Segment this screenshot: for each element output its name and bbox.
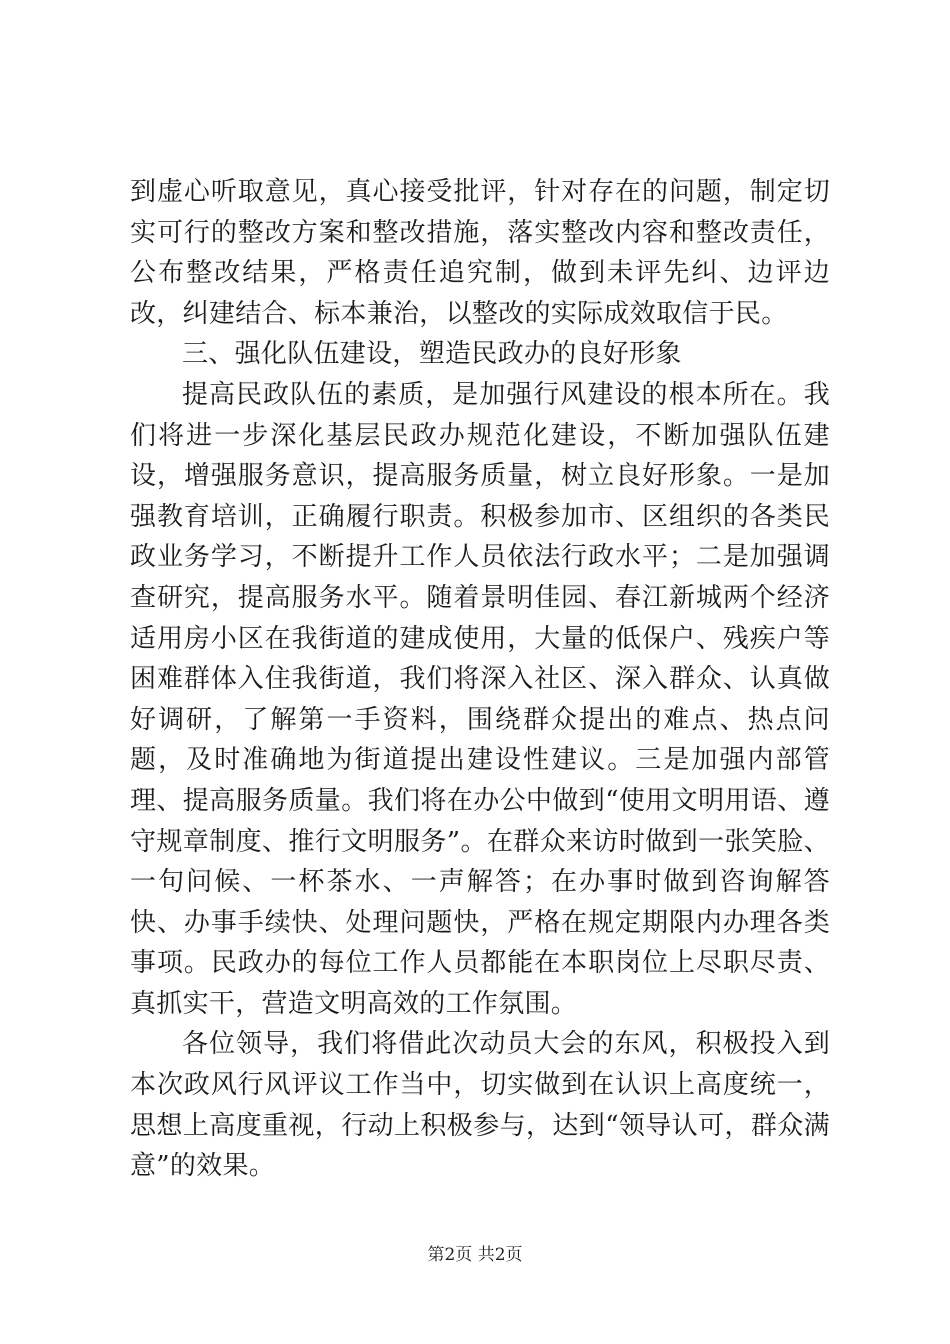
document-body <box>130 172 830 1187</box>
paragraph-team-building: 提高民政队伍的素质，是加强行风建设的根本所在。我们将进一步深化基层民政办规范化建设，不断加强队伍建设，增强服务意识，提高服务质量，树立良好形象。一是加强教育培训，正确履行职责。积极参加市、区组织的各类民政业务学习，不断提升工作人员依法行政水平；二是加强调查研究，提高服务水平。随着景明佳园、春江新城两个经济适用房小区在我街道的建成使用，大量的低保户、残疾户等困难群体入住我街道，我们将深入社区、深入群众、认真做好调研，了解第一手资料，围绕群众提出的难点、热点问题，及时准确地为街道提出建设性建议。三是加强内部管理、提高服务质量。我们将在办公中做到“使用文明用语、遵守规章制度、推行文明服务”。在群众来访时做到一张笑脸、一句问候、一杯茶水、一声解答；在办事时做到咨询解答快、办事手续快、处理问题快，严格在规定期限内办理各类事项。民政办的每位工作人员都能在本职岗位上尽职尽责、真抓实干，营造文明高效的工作氛围。 <box>130 379 830 1019</box>
section-heading: 三、强化队伍建设，塑造民政办的良好形象 <box>182 339 682 370</box>
paragraph-closing: 各位领导，我们将借此次动员大会的东风，积极投入到本次政风行风评议工作当中，切实做到在认识上高度统一，思想上高度重视，行动上积极参与，达到“领导认可，群众满意”的效果。 <box>130 1029 830 1182</box>
page-number-footer: 第2页 共2页 <box>427 1245 523 1265</box>
paragraph-continuation: 到虚心听取意见，真心接受批评，针对存在的问题，制定切实可行的整改方案和整改措施，落实整改内容和整改责任，公布整改结果，严格责任追究制，做到未评先纠、边评边改，纠建结合、标本兼治，以整改的实际成效取信于民。 <box>130 177 830 329</box>
